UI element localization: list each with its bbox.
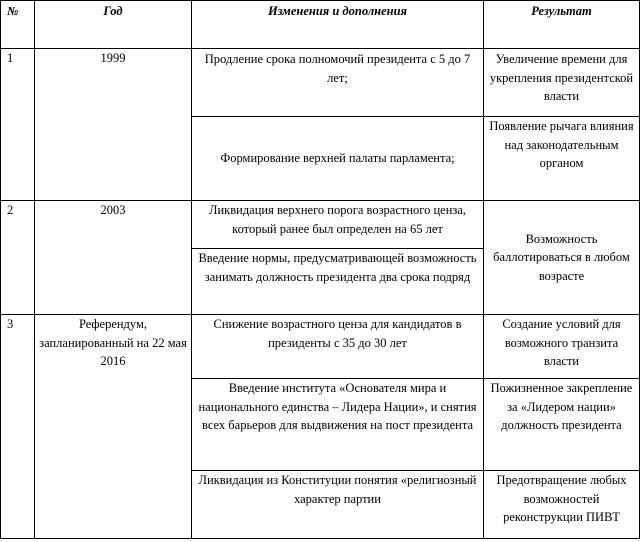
change-cell: Продление срока полномочий президента с 5 до 7 лет; <box>192 49 484 117</box>
row-number: 1 <box>1 49 35 201</box>
result-cell: Пожизненное закрепление за «Лидером нации» должность президента <box>484 379 640 471</box>
table-row <box>1 315 640 379</box>
result-cell: Создание условий для возможного транзита власти <box>484 315 640 379</box>
row-year: 2003 <box>35 201 192 315</box>
row-number: 3 <box>1 315 35 539</box>
change-cell: Формирование верхней палаты парламента; <box>192 117 484 201</box>
header-changes: Изменения и дополнения <box>192 1 484 49</box>
row-year: Референдум, запланированный на 22 мая 2016 <box>35 315 192 539</box>
table-row <box>1 49 640 117</box>
header-result: Результат <box>484 1 640 49</box>
result-cell: Предотвращение любых возможностей реконструкции ПИВТ <box>484 471 640 539</box>
row-number: 2 <box>1 201 35 315</box>
result-cell: Увеличение времени для укрепления президентской власти <box>484 49 640 117</box>
result-cell: Возможность баллотироваться в любом возрасте <box>484 201 640 315</box>
change-cell: Ликвидация верхнего порога возрастного ценза, который ранее был определен на 65 лет <box>192 201 484 249</box>
header-row <box>1 1 640 49</box>
row-year: 1999 <box>35 49 192 201</box>
change-cell: Введение нормы, предусматривающей возможность занимать должность президента два срока подряд <box>192 249 484 315</box>
header-year: Год <box>35 1 192 49</box>
change-cell: Введение института «Основателя мира и национального единства – Лидера Нации», и снятия всех барьеров для выдвижения на пост президента <box>192 379 484 471</box>
result-cell: Появление рычага влияния над законодательным органом <box>484 117 640 201</box>
header-number: № <box>1 1 35 49</box>
change-cell: Ликвидация из Конституции понятия «религиозный характер партии <box>192 471 484 539</box>
table-row <box>1 201 640 249</box>
change-cell: Снижение возрастного ценза для кандидатов в президенты с 35 до 30 лет <box>192 315 484 379</box>
